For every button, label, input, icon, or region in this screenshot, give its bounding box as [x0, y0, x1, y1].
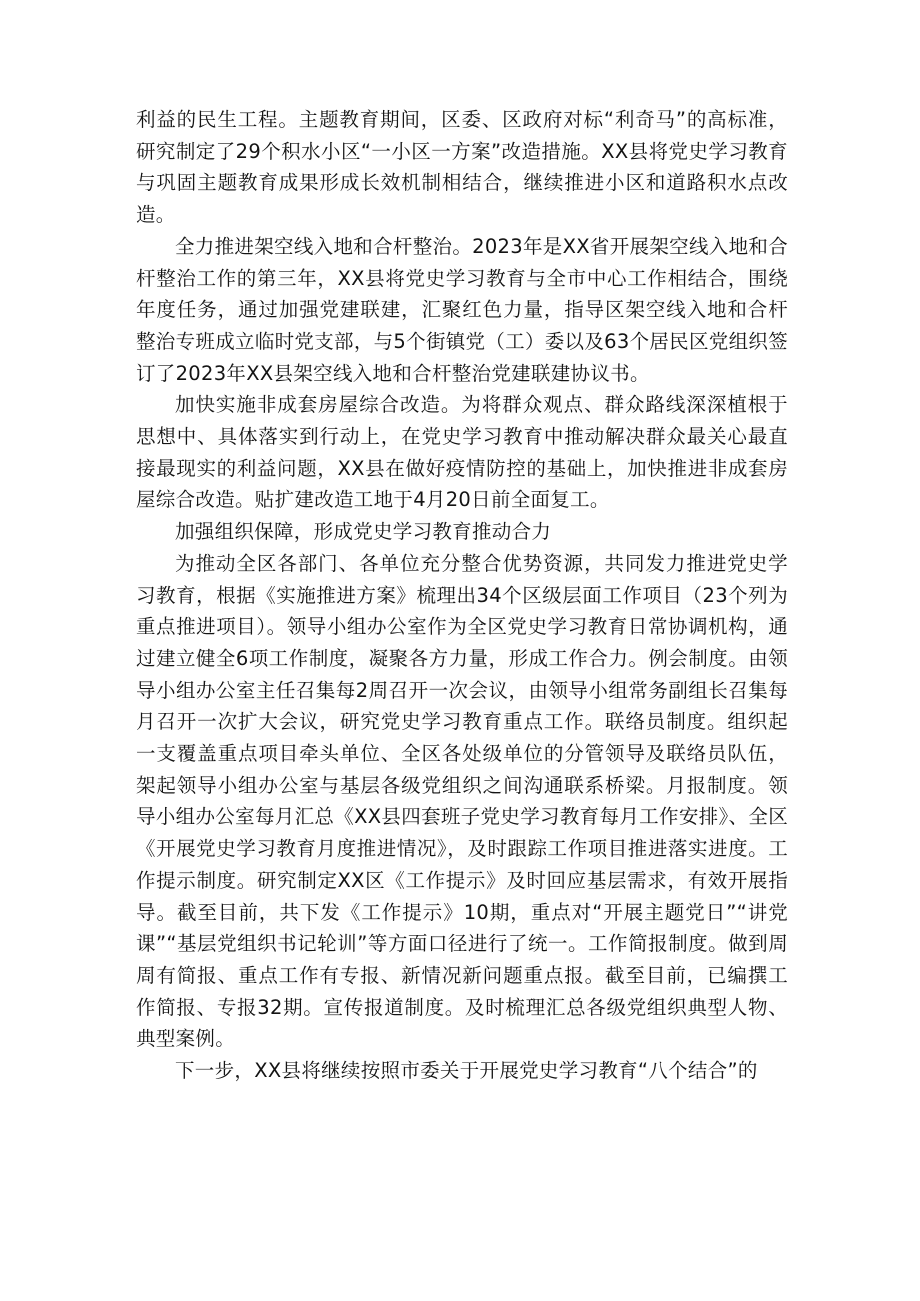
document-page [136, 104, 788, 1087]
paragraph-overhead-lines: 全力推进架空线入地和合杆整治。2023年是XX省开展架空线入地和合杆整治工作的第三年，XX县将党史学习教育与全市中心工作相结合，围绕年度任务，通过加强党建联建，汇聚红色力量，指导区架空线入地和合杆整治专班成立临时党支部，与5个街镇党（工）委以及63个居民区党组织签订了2023年XX县架空线入地和合杆整治党建联建协议书。 [136, 234, 788, 385]
paragraph-continued-drainage: 利益的民生工程。主题教育期间，区委、区政府对标“利奇马”的高标准，研究制定了29个积水小区“一小区一方案”改造措施。XX县将党史学习教育与巩固主题教育成果形成长效机制相结合，继续推进小区和道路积水点改造。 [136, 108, 788, 227]
section-heading-organization: 加强组织保障，形成党史学习教育推动合力 [175, 520, 552, 544]
paragraph-housing-renovation: 加快实施非成套房屋综合改造。为将群众观点、群众路线深深植根于思想中、具体落实到行动上，在党史学习教育中推动解决群众最关心最直接最现实的利益问题，XX县在做好疫情防控的基础上，加快推进非成套房屋综合改造。贴扩建改造工地于4月20日前全面复工。 [136, 393, 788, 512]
paragraph-next-steps: 下一步，XX县将继续按照市委关于开展党史学习教育“八个结合”的 [175, 1059, 758, 1083]
paragraph-work-systems: 为推动全区各部门、各单位充分整合优势资源，共同发力推进党史学习教育，根据《实施推进方案》梳理出34个区级层面工作项目（23个列为重点推进项目）。领导小组办公室作为全区党史学习教育日常协调机构，通过建立健全6项工作制度，凝聚各方力量，形成工作合力。例会制度。由领导小组办公室主任召集每2周召开一次会议，由领导小组常务副组长召集每月召开一次扩大会议，研究党史学习教育重点工作。联络员制度。组织起一支覆盖重点项目牵头单位、全区各处级单位的分管领导及联络员队伍，架起领导小组办公室与基层各级党组织之间沟通联系桥梁。月报制度。领导小组办公室每月汇总《XX县四套班子党史学习教育每月工作安排》、全区《开展党史学习教育月度推进情况》，及时跟踪工作项目推进落实进度。工作提示制度。研究制定XX区《工作提示》及时回应基层需求，有效开展指导。截至目前，共下发《工作提示》10期，重点对“开展主题党日”“讲党课”“基层党组织书记轮训”等方面口径进行了统一。工作简报制度。做到周周有简报、重点工作有专报、新情况新问题重点报。截至目前，已编撰工作简报、专报32期。宣传报道制度。及时梳理汇总各级党组织典型人物、典型案例。 [136, 551, 788, 1051]
